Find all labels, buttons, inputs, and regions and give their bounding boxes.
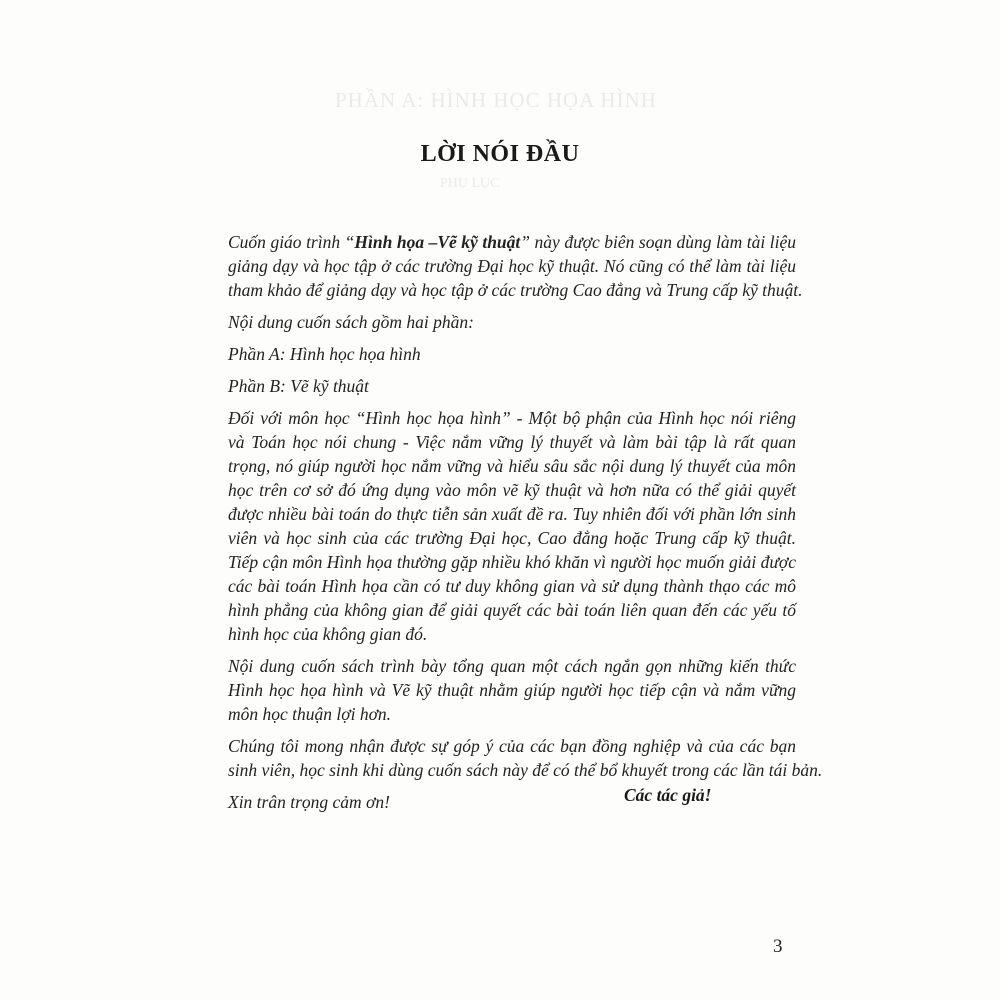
text-line: tham khảo để giảng dạy và học tập ở các trường Cao đẳng và Trung cấp kỹ thuật. [228,280,803,300]
text-line: Chúng tôi mong nhận được sự góp ý của các bạn đồng nghiệp và của các bạn [228,736,796,756]
text-line: học trên cơ sở đó ứng dụng vào môn vẽ kỹ thuật và hơn nữa có thể giải quyết [228,480,796,500]
page-title: LỜI NÓI ĐẦU [420,141,580,167]
author-signature: Các tác giả! [624,785,712,805]
text-line: Phần B: Vẽ kỹ thuật [228,376,369,396]
text-line: trọng, nó giúp người học nắm vững và hiểu sâu sắc nội dung lý thuyết của môn [228,456,796,476]
paragraph-subject [228,406,796,646]
text-line: Xin trân trọng cảm ơn! [228,792,390,812]
text-line: được nhiều bài toán do thực tiễn sản xuất đề ra. Tuy nhiên đối với phần lớn sinh [228,504,796,524]
text-line: Hình học họa hình và Vẽ kỹ thuật nhằm giúp người học tiếp cận và nắm vững [228,680,796,700]
text-line: Nội dung cuốn sách trình bày tổng quan một cách ngắn gọn những kiến thức [228,656,796,676]
text-line: sinh viên, học sinh khi dùng cuốn sách này để có thể bổ khuyết trong các lần tái bản. [228,760,823,780]
text-line: Đối với môn học “Hình học họa hình” - Một bộ phận của Hình học nói riêng [228,408,796,428]
text-line: môn học thuận lợi hơn. [228,704,392,724]
paragraph-intro [228,230,803,302]
text-line: hình học của không gian đó. [228,624,428,644]
paragraph-feedback [228,734,823,782]
text-line: Cuốn giáo trình “Hình họa –Vẽ kỹ thuật” này được biên soạn dùng làm tài liệu [228,232,796,252]
bleed-through-text-secondary: PHỤ LỤC [440,176,500,191]
book-title-inline: Hình họa –Vẽ kỹ thuật [354,232,521,252]
text-line: và Toán học nói chung - Việc nắm vững lý thuyết và làm bài tập là rất quan [228,432,796,452]
paragraph-part-b [228,374,796,398]
paragraph-summary [228,654,796,726]
bleed-through-text: PHẦN A: HÌNH HỌC HỌA HÌNH [335,88,657,112]
text-line: Phần A: Hình học họa hình [228,344,421,364]
paragraph-part-a [228,342,796,366]
text-line: hình phẳng của không gian để giải quyết các bài toán liên quan đến các yếu tố [228,600,796,620]
preface-body [228,230,823,822]
text-line: Tiếp cận môn Hình họa thường gặp nhiều khó khăn vì người học muốn giải được [228,552,796,572]
text-line: Nội dung cuốn sách gồm hai phần: [228,312,474,332]
text-line: các bài toán Hình họa cần có tư duy không gian và sử dụng thành thạo các mô [228,576,796,596]
page-number: 3 [773,936,783,957]
text-line: giảng dạy và học tập ở các trường Đại học kỹ thuật. Nó cũng có thể làm tài liệu [228,256,796,276]
text-line: viên và học sinh của các trường Đại học, Cao đẳng hoặc Trung cấp kỹ thuật. [228,528,796,548]
paragraph-contents-intro [228,310,796,334]
